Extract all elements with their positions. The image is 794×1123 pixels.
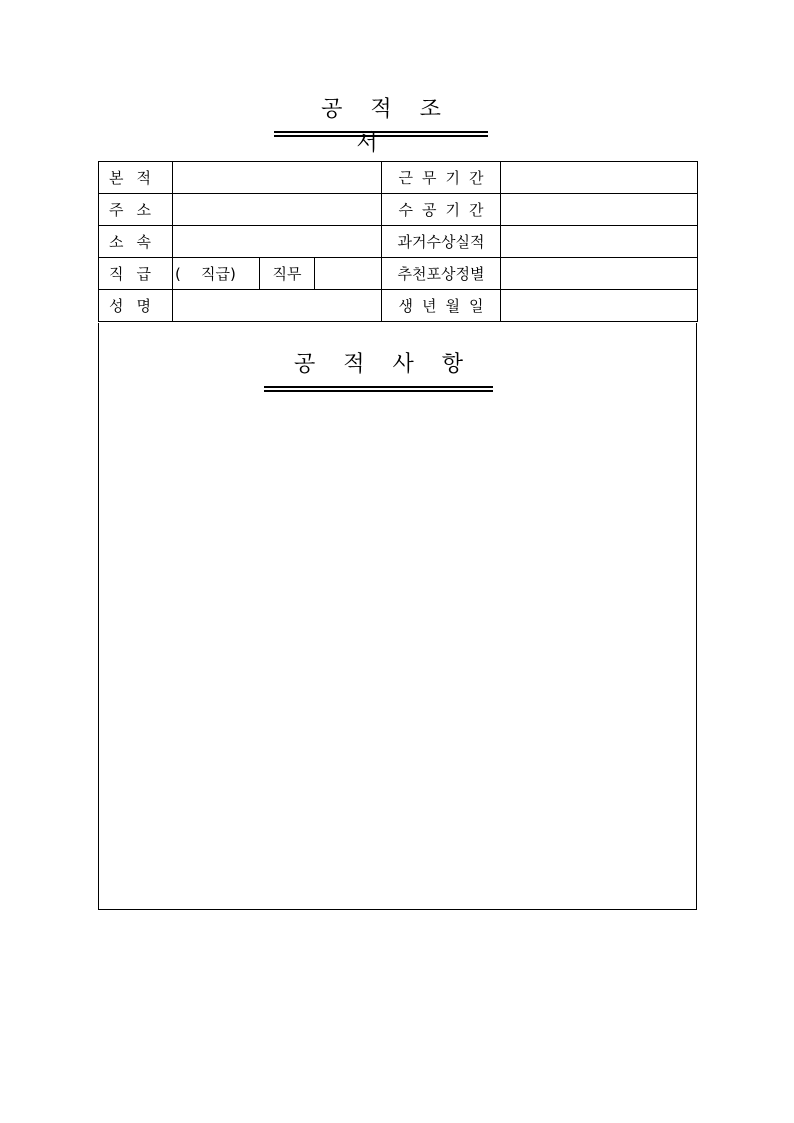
label-grade: 직급 — [99, 258, 173, 290]
grade-close-text: 직급) — [201, 265, 236, 283]
title-underline — [274, 131, 488, 137]
value-birth-date[interactable] — [501, 290, 698, 322]
value-name[interactable] — [173, 290, 382, 322]
table-row — [99, 162, 698, 194]
merit-details-box[interactable] — [98, 323, 697, 910]
table-row — [99, 258, 698, 290]
value-merit-period[interactable] — [501, 194, 698, 226]
table-row — [99, 226, 698, 258]
value-domicile[interactable] — [173, 162, 382, 194]
label-domicile: 본적 — [99, 162, 173, 194]
label-merit-period: 수공기간 — [382, 194, 501, 226]
label-recommended-award: 추천포상정별 — [382, 258, 501, 290]
label-address: 주소 — [99, 194, 173, 226]
value-affiliation[interactable] — [173, 226, 382, 258]
label-birth-date: 생년월일 — [382, 290, 501, 322]
label-name: 성명 — [99, 290, 173, 322]
label-service-period: 근무기간 — [382, 162, 501, 194]
value-recommended-award[interactable] — [501, 258, 698, 290]
label-past-awards: 과거수상실적 — [382, 226, 501, 258]
table-row — [99, 290, 698, 322]
grade-open-paren: ( — [175, 265, 181, 283]
section-title: 공적사항 — [293, 352, 491, 377]
value-address[interactable] — [173, 194, 382, 226]
value-duty[interactable] — [315, 258, 382, 290]
value-grade[interactable] — [173, 258, 260, 290]
document-title: 공적조서 — [321, 97, 469, 156]
value-service-period[interactable] — [501, 162, 698, 194]
value-past-awards[interactable] — [501, 226, 698, 258]
personal-info-table — [98, 161, 698, 322]
label-duty: 직무 — [260, 258, 315, 290]
table-row — [99, 194, 698, 226]
section-title-underline — [264, 386, 493, 392]
label-affiliation: 소속 — [99, 226, 173, 258]
